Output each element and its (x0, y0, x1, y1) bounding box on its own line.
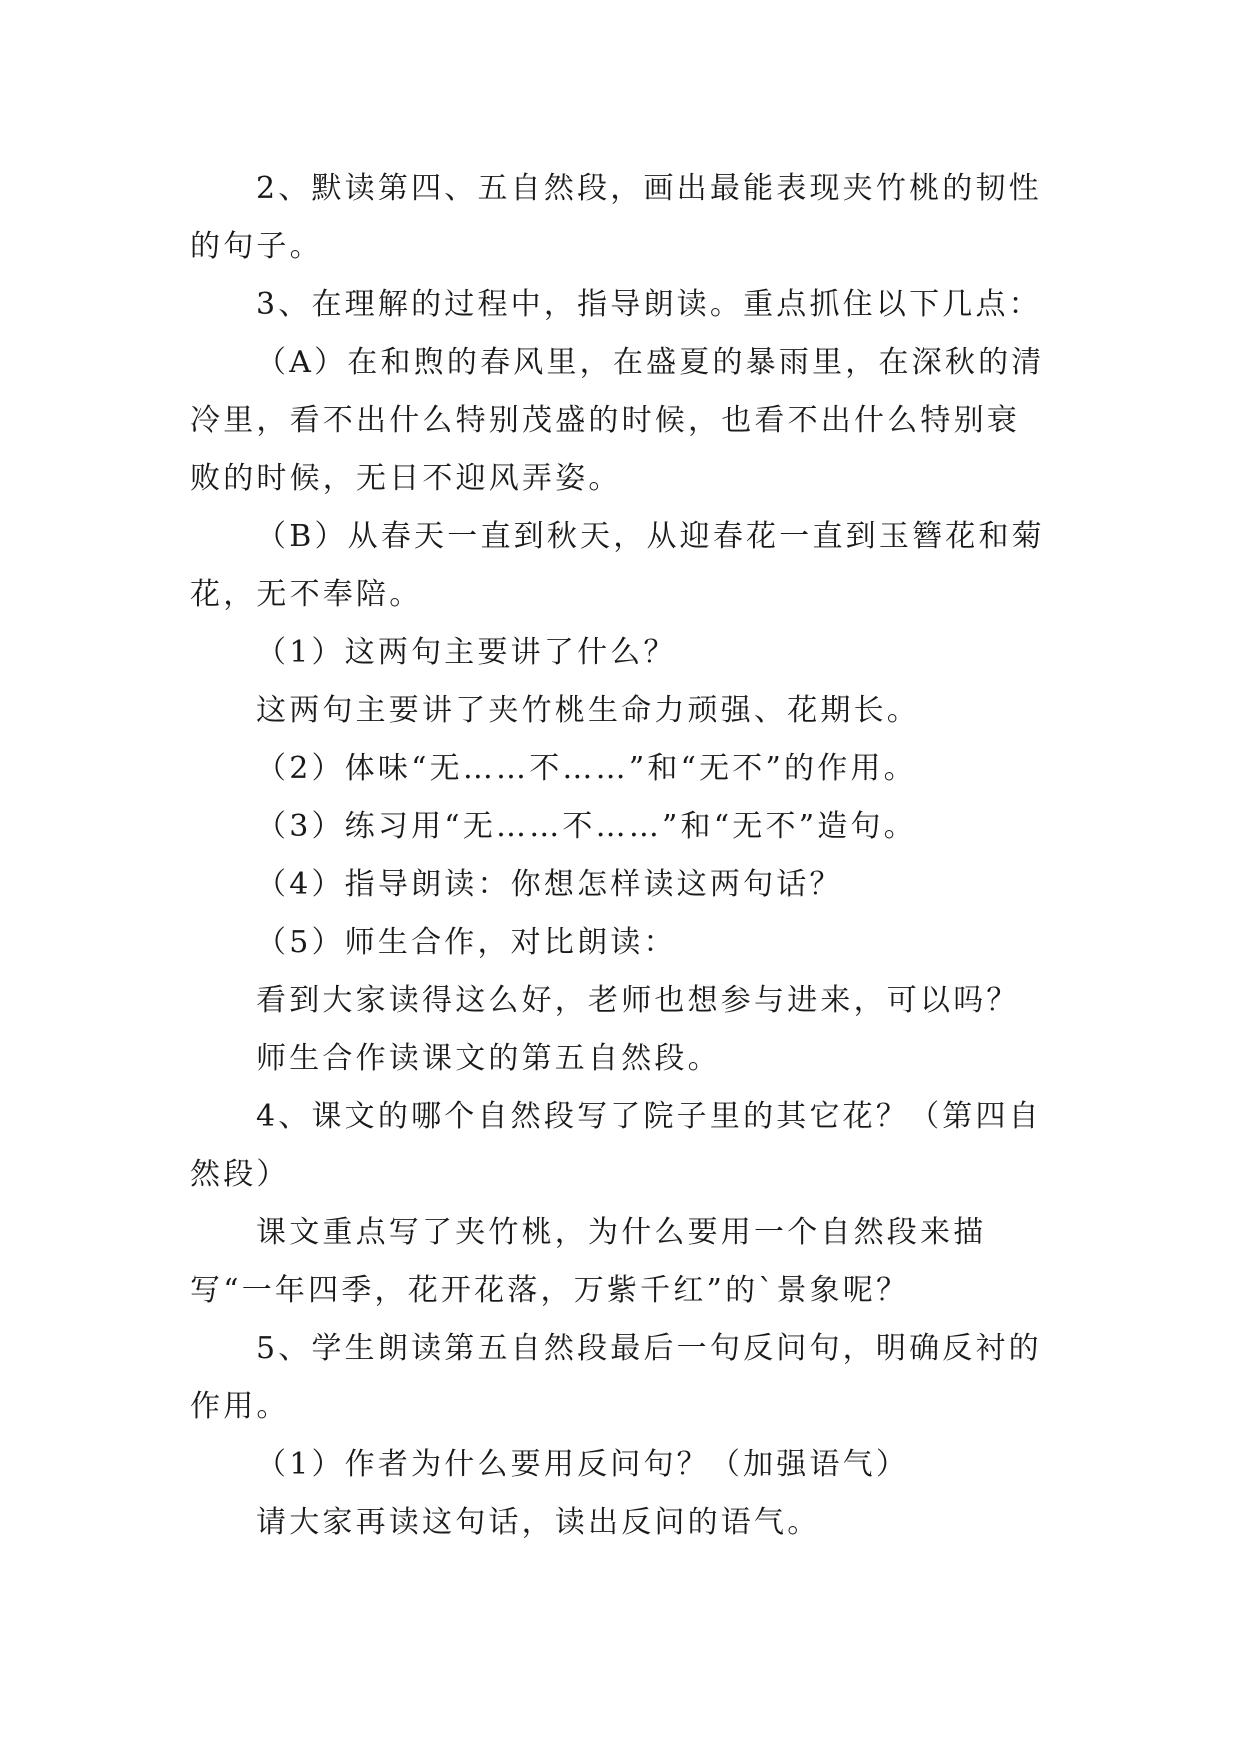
paragraph: （1）作者为什么要用反问句？（加强语气） (256, 1447, 910, 1482)
paragraph: 课文重点写了夹竹桃，为什么要用一个自然段来描写“一年四季，花开花落，万紫千红”的`景象呢？ (190, 1215, 987, 1308)
paragraph: 看到大家读得这么好，老师也想参与进来，可以吗？ (256, 983, 1020, 1018)
paragraph: 2、默读第四、五自然段，画出最能表现夹竹桃的韧性的句子。 (190, 171, 1042, 264)
paragraph: （3）练习用“无……不……”和“无不”造句。 (256, 809, 917, 844)
paragraph: （1）这两句主要讲了什么？ (256, 635, 677, 670)
paragraph: 请大家再读这句话，读出反问的语气。 (256, 1505, 821, 1540)
paragraph: （2）体味“无……不……”和“无不”的作用。 (256, 751, 917, 786)
paragraph: （4）指导朗读：你想怎样读这两句话？ (256, 867, 843, 902)
paragraph: 5、学生朗读第五自然段最后一句反问句，明确反衬的作用。 (190, 1331, 1042, 1424)
paragraph: （5）师生合作，对比朗读： (256, 925, 677, 960)
document-body (190, 160, 1052, 1552)
paragraph: （B）从春天一直到秋天，从迎春花一直到玉簪花和菊花，无不奉陪。 (190, 519, 1045, 612)
paragraph: （A）在和煦的春风里，在盛夏的暴雨里，在深秋的清冷里，看不出什么特别茂盛的时候，也看不出什么特别衰败的时候，无日不迎风弄姿。 (190, 345, 1045, 496)
paragraph: 师生合作读课文的第五自然段。 (256, 1041, 721, 1076)
paragraph: 这两句主要讲了夹竹桃生命力顽强、花期长。 (256, 693, 920, 728)
paragraph: 3、在理解的过程中，指导朗读。重点抓住以下几点： (256, 287, 1042, 322)
paragraph: 4、课文的哪个自然段写了院子里的其它花？（第四自然段） (190, 1099, 1042, 1192)
